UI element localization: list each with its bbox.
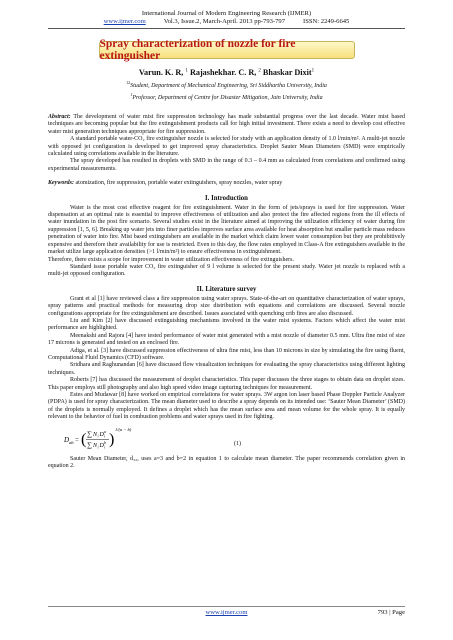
intro-p3: Standard issue portable water CO₂ fire extinguisher of 9 l volume is selected for the present study. Water jet nozzle is replaced with a multi-jet opposed configuration. xyxy=(48,263,405,278)
svg-text:i: i xyxy=(104,445,106,450)
svg-text:1/(a − b): 1/(a − b) xyxy=(115,426,132,432)
journal-meta-row xyxy=(48,18,405,26)
svg-text:i: i xyxy=(97,445,99,450)
affiliation-2-sup: 1 xyxy=(130,91,133,97)
journal-volume: Vol.3, Issue.2, March-April. 2013 pp-793-797 xyxy=(163,18,286,25)
keywords-text: atomization, fire suppression, portable water extinguishers, spray nozzles, water spray xyxy=(75,180,283,187)
svg-text:D: D xyxy=(99,442,104,449)
equation-1-number: (1) xyxy=(234,440,241,447)
intro-p1: Water is the most cost effective reagent for fire extinguishment. Water in the form of jets/sprays is used for fire suppression. Water dispensation at an optimal rate is essential to improve effectiveness of utilization and also protect the fire affected regions from the ill effects of water inundation in the post fire scenario. Several studies exist in the literature aimed at improving the utilization efficiency of water during fire suppression [1, 5, 6]. Breaking up water jets into finer particles improves surface area available for heat absorption but smaller particle mass reduces penetration of water into fire. Mist based extinguishers are available in the market which claim lower water consumption but they are prohibitively expensive and therefore their availability for use is restricted. Even to this day, the flow rates employed in Class-A fire extinguishers available in the market utilize large application densities (>1 l/min/m²) to ensure effectiveness in extinguishment. xyxy=(48,204,405,256)
journal-url-link[interactable]: www.ijmer.com xyxy=(103,18,146,25)
paper-title: Spray characterization of nozzle for fire extinguisher xyxy=(99,41,355,59)
lit-p3: Meenakshi and Rajora [4] have tested performance of water mist generated with a mist nozzle of diameter 0.5 mm. Ultra fine mist of size 17 microns is generated and tested on an enclosed fire. xyxy=(48,332,405,347)
page-footer xyxy=(48,609,405,616)
keywords xyxy=(48,180,405,187)
author-2: Rajashekhar. C. R, xyxy=(189,68,257,77)
journal-issn: ISSN: 2249-6645 xyxy=(303,18,350,25)
lit-p6: Roberts [7] has discussed the measurement of droplet characteristics. This paper discusses the three stages to obtain data on droplet sizes. This paper employs still photography and also high speed video image capturing techniques for measurement. xyxy=(48,377,405,391)
lit-p8: Sauter Mean Diameter, d₃₂, uses a=3 and b=2 in equation 1 to calculate mean diameter. The paper recommends correlation given in equation 2. xyxy=(48,455,405,470)
footer-divider xyxy=(48,606,405,607)
affiliation-1-text: Student, Department of Mechanical Engineering, Sri Siddhartha University, India xyxy=(130,83,327,89)
svg-text:ab: ab xyxy=(69,439,74,445)
affiliation-1-sup: 12 xyxy=(126,80,131,85)
footer-url-link[interactable]: www.ijmer.com xyxy=(205,609,248,616)
svg-text:(: ( xyxy=(81,430,87,448)
svg-text:∑: ∑ xyxy=(87,429,92,438)
abstract-p1-text: The development of water mist fire suppression technology has made substantial progress over the last decade. Water mist based techniques are becoming popular but the fire extinguishment products call for high initial investment. There exists a need to develop cost effective water mist generation techniques appropriate for fire suppression. xyxy=(48,114,405,135)
svg-text:D: D xyxy=(64,435,70,444)
equation-1 xyxy=(64,425,405,453)
sauter-mean-diameter-formula xyxy=(64,425,154,453)
affiliation-2-text: Professor, Department of Centre for Disaster Mitigation, Jain University, India xyxy=(132,94,323,101)
svg-text:): ) xyxy=(109,430,115,448)
svg-text:b: b xyxy=(104,440,106,445)
author-1: Varun. K. R, xyxy=(138,68,184,77)
author-list xyxy=(48,68,405,77)
author-1-sup: 1 xyxy=(185,68,188,74)
abstract-p3: The spray developed has resulted in droplets with SMD in the range of 0.3 – 0.4 mm as calculated from correlations and confirmed using experimental measurements. xyxy=(48,158,405,172)
affiliation-1 xyxy=(48,79,405,91)
intro-p2: Therefore, there exists a scope for improvement in water utilization effectiveness of fire extinguishers. xyxy=(48,256,294,263)
author-2-sup: 2 xyxy=(258,68,261,74)
section-heading-introduction: I. Introduction xyxy=(205,194,248,202)
svg-text:a: a xyxy=(104,429,106,434)
lit-p2: Liu and Kim [2] have discussed extinguishing mechanisms involved in the water mist systems. Factors which affect the water mist performance are highlighted. xyxy=(48,317,405,332)
author-3: Bhaskar Dixit xyxy=(262,68,312,77)
header-divider xyxy=(48,28,405,29)
lit-p4: Adiga, et al. [3] have discussed suppression effectiveness of ultra fine mist, less than 10 microns in size by simulating the fire using fluent, Computational Fluid Dynamics (CFD) software. xyxy=(48,347,405,361)
page-number: 793 | Page xyxy=(377,609,405,616)
section-heading-literature: II. Literature survey xyxy=(196,285,257,293)
journal-header xyxy=(48,10,405,26)
abstract-p2: A standard portable water-CO₂ fire extinguisher nozzle is selected for study with an application density of 1.0 l/min/m². A multi-jet nozzle with opposed jet configuration is developed to get improved spray characteristics. Droplet Sauter Mean Diameters (SMD) were empirically calculated using correlations available in the literature. xyxy=(48,136,405,158)
svg-text:=: = xyxy=(75,435,79,444)
svg-text:∑: ∑ xyxy=(87,440,92,449)
svg-text:i: i xyxy=(97,434,99,439)
svg-text:N: N xyxy=(93,431,98,438)
abstract-label: Abstract: xyxy=(48,114,71,120)
keywords-label: Keywords: xyxy=(48,180,74,187)
lit-p1: Grant et al [1] have reviewed class a fire suppression using water sprays. State-of-the-art on quantitative characterization of water sprays, spray patterns and practical methods for measuring drop size distribution with equations and correlations are discussed. Several nozzle configurations appropriate for fire extinguishment are described. Issues associated with quenching crib fires are also discussed. xyxy=(48,295,405,317)
abstract xyxy=(48,114,405,173)
svg-text:i: i xyxy=(104,434,106,439)
lit-p7: Estes and Mudawar [8] have worked on empirical correlations for water sprays. 3W argon ion laser based Phase Doppler Particle Analyzer (PDPA) is used for spray characterization. The mean diameter used to describe a spray depends on its intended use: ‘Sauter Mean Diameter’ (SMD) of the droplets is normally employed. It defines a droplet which has the mean surface area and mean volume for the whole spray. It is equally relevant to the behavior of fuel in combustion problems and water sprays used in fire fighting. xyxy=(48,392,405,421)
svg-text:D: D xyxy=(99,431,104,438)
author-3-sup: 1 xyxy=(311,68,315,74)
affiliation-2 xyxy=(48,91,405,103)
journal-name: International Journal of Modern Engineering Research (IJMER) xyxy=(141,10,312,17)
abstract-p1 xyxy=(48,114,405,136)
svg-text:N: N xyxy=(93,442,98,449)
affiliations xyxy=(48,79,405,102)
lit-p5: Sridhara and Raghunandan [6] have discussed flow visualization techniques for evaluating the spray characteristics using different lighting techniques. xyxy=(48,362,405,376)
